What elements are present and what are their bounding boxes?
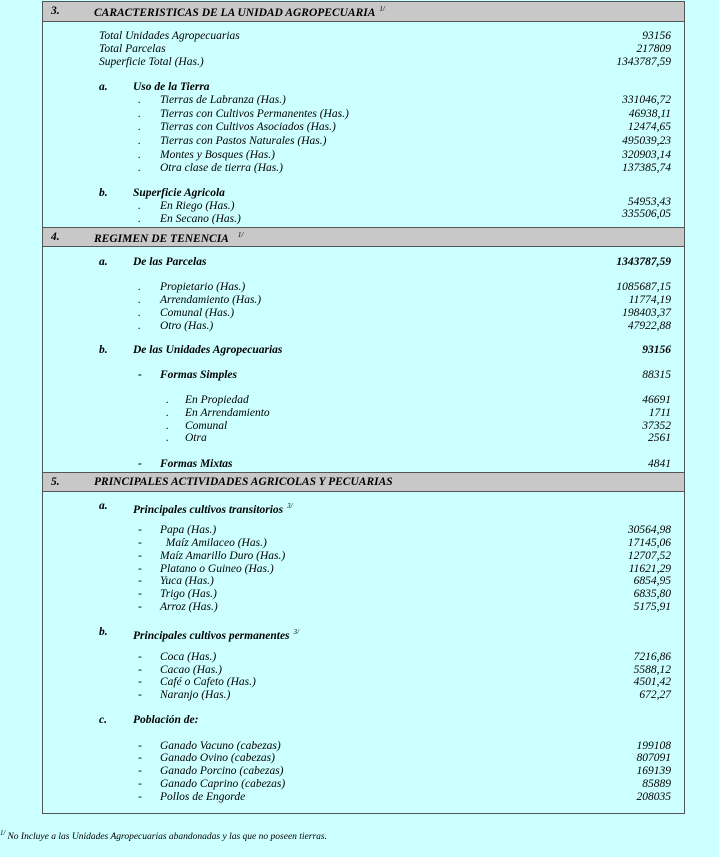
row-value: 11774,19 bbox=[628, 294, 671, 306]
list-item bbox=[43, 280, 684, 294]
subsection-header bbox=[43, 625, 684, 642]
bullet: . bbox=[138, 135, 141, 147]
row-value: 6835,80 bbox=[633, 588, 671, 600]
row-label: Tierras de Labranza (Has.) bbox=[160, 94, 286, 106]
row-label: Otro (Has.) bbox=[160, 320, 214, 332]
bullet: . bbox=[138, 149, 141, 161]
footnote-ref: 3/ bbox=[293, 628, 299, 636]
row-label: En Arrendamiento bbox=[185, 407, 270, 419]
bullet: - bbox=[138, 601, 142, 613]
row-label: Arrendamiento (Has.) bbox=[160, 294, 262, 306]
list-item bbox=[43, 93, 684, 107]
row-label: Café o Cafeto (Has.) bbox=[160, 676, 256, 688]
subsection-header bbox=[43, 186, 684, 200]
row-label: En Propiedad bbox=[185, 394, 249, 406]
row-value: 1085687,15 bbox=[616, 281, 671, 293]
list-item bbox=[43, 650, 684, 664]
subsection-header bbox=[43, 80, 684, 94]
bullet: . bbox=[138, 307, 141, 319]
row-value: 198403,37 bbox=[622, 307, 671, 319]
stats-table bbox=[42, 1, 685, 814]
row-value: 137385,74 bbox=[622, 162, 671, 174]
dash: - bbox=[138, 458, 142, 470]
list-item bbox=[43, 161, 684, 175]
bullet: . bbox=[166, 394, 169, 406]
row-value: 495039,23 bbox=[622, 135, 671, 147]
row-label: Ganado Porcino (cabezas) bbox=[160, 765, 284, 777]
subsection-letter: a. bbox=[99, 500, 108, 512]
row-label: Superficie Total (Has.) bbox=[99, 56, 204, 68]
row-value: 47922,88 bbox=[627, 320, 671, 332]
row-value: 169139 bbox=[636, 765, 671, 777]
row-label: Montes y Bosques (Has.) bbox=[160, 149, 275, 161]
total-row bbox=[43, 55, 684, 69]
section-title: PRINCIPALES ACTIVIDADES AGRICOLAS Y PECUARIAS bbox=[94, 476, 393, 488]
subsection-header bbox=[43, 255, 684, 269]
section-number: 5. bbox=[51, 476, 60, 488]
row-value: 2561 bbox=[648, 432, 671, 444]
subsection-title: Población de: bbox=[133, 714, 199, 726]
bullet: . bbox=[138, 294, 141, 306]
dash: - bbox=[138, 369, 142, 381]
group-title: Formas Simples bbox=[160, 369, 238, 381]
footnote-text: No Incluye a las Unidades Agropecuarias abandonadas y las que no poseen tierras. bbox=[7, 832, 327, 843]
row-label: Comunal (Has.) bbox=[160, 307, 235, 319]
group-header bbox=[43, 457, 684, 471]
bullet: . bbox=[138, 281, 141, 293]
row-label: Tierras con Cultivos Asociados (Has.) bbox=[160, 121, 336, 133]
row-value: 7216,86 bbox=[633, 651, 671, 663]
list-item bbox=[43, 688, 684, 702]
bullet: - bbox=[138, 575, 142, 587]
list-item bbox=[43, 208, 684, 226]
row-label: Propietario (Has.) bbox=[160, 281, 246, 293]
list-item bbox=[43, 751, 684, 765]
row-label: Arroz (Has.) bbox=[160, 601, 218, 613]
row-label: Ganado Ovino (cabezas) bbox=[160, 752, 275, 764]
subsection-header bbox=[43, 343, 684, 357]
bullet: - bbox=[138, 740, 142, 752]
group-value: 4841 bbox=[648, 458, 671, 470]
row-label: Tierras con Pastos Naturales (Has.) bbox=[160, 135, 327, 147]
total-row bbox=[43, 42, 684, 56]
row-value: 335506,05 bbox=[622, 208, 671, 220]
row-label: Maíz Amilaceo (Has.) bbox=[160, 537, 267, 549]
section-title: REGIMEN DE TENENCIA $^{1/}$ bbox=[94, 231, 244, 245]
row-label: Total Unidades Agropecuarias bbox=[99, 30, 240, 42]
footnote-ref: 3/ bbox=[287, 502, 293, 510]
row-value: 85889 bbox=[642, 778, 671, 790]
list-item bbox=[43, 393, 684, 407]
row-label: En Secano (Has.) bbox=[160, 213, 241, 225]
subsection-title: Principales cultivos permanentes $^{3/}$ bbox=[133, 628, 299, 642]
subsection-title: Principales cultivos transitorios $^{3/}$ bbox=[133, 502, 293, 516]
bullet: - bbox=[138, 664, 142, 676]
footnote-ref: 1/ bbox=[237, 231, 244, 239]
row-label: Trigo (Has.) bbox=[160, 588, 217, 600]
subsection-letter: b. bbox=[99, 344, 108, 356]
row-value: 1343787,59 bbox=[616, 56, 671, 68]
row-label: Papa (Has.) bbox=[160, 524, 217, 536]
row-value: 6854,95 bbox=[633, 575, 671, 587]
row-value: 331046,72 bbox=[622, 94, 671, 106]
list-item bbox=[43, 587, 684, 601]
section-4-header bbox=[43, 227, 684, 247]
row-label: Yuca (Has.) bbox=[160, 575, 214, 587]
subsection-letter: b. bbox=[99, 626, 108, 638]
row-label: Platano o Guineo (Has.) bbox=[160, 563, 274, 575]
bullet: . bbox=[138, 320, 141, 332]
subsection-letter: a. bbox=[99, 256, 108, 268]
bullet: . bbox=[138, 121, 141, 133]
list-item bbox=[43, 574, 684, 588]
section-3-header bbox=[43, 2, 684, 22]
bullet: . bbox=[138, 94, 141, 106]
row-value: 12707,52 bbox=[627, 550, 671, 562]
list-item bbox=[43, 431, 684, 445]
bullet: - bbox=[138, 588, 142, 600]
subsection-value: 1343787,59 bbox=[616, 256, 671, 268]
list-item bbox=[43, 549, 684, 563]
row-value: 54953,43 bbox=[627, 196, 671, 208]
bullet: . bbox=[166, 432, 169, 444]
row-label: Otra bbox=[185, 432, 207, 444]
row-label: Ganado Caprino (cabezas) bbox=[160, 778, 286, 790]
total-row bbox=[43, 29, 684, 43]
group-value: 88315 bbox=[642, 369, 671, 381]
list-item bbox=[43, 107, 684, 121]
list-item bbox=[43, 523, 684, 537]
list-item bbox=[43, 196, 684, 213]
section-5-header bbox=[43, 472, 684, 492]
row-label: Maíz Amarillo Duro (Has.) bbox=[160, 550, 286, 562]
subsection-title: Uso de la Tierra bbox=[133, 81, 210, 93]
subsection-letter: b. bbox=[99, 187, 108, 199]
bullet: - bbox=[138, 524, 142, 536]
footnote-marker: 1/ bbox=[0, 829, 6, 837]
bullet: . bbox=[138, 108, 141, 120]
bullet: - bbox=[138, 778, 142, 790]
row-label: Comunal bbox=[185, 420, 228, 432]
subsection-title: Superficie Agricola bbox=[133, 187, 225, 199]
bullet: - bbox=[138, 563, 142, 575]
row-value: 672,27 bbox=[639, 689, 671, 701]
row-value: 17145,06 bbox=[627, 537, 671, 549]
row-label: Coca (Has.) bbox=[160, 651, 217, 663]
row-value: 12474,65 bbox=[627, 121, 671, 133]
subsection-title: De las Parcelas bbox=[133, 256, 207, 268]
bullet: - bbox=[138, 550, 142, 562]
bullet: - bbox=[138, 676, 142, 688]
subsection-letter: c. bbox=[99, 714, 107, 726]
subsection-header bbox=[43, 499, 684, 516]
list-item bbox=[43, 675, 684, 689]
row-label: Total Parcelas bbox=[99, 43, 166, 55]
group-header bbox=[43, 368, 684, 382]
row-value: 217809 bbox=[636, 43, 671, 55]
row-value: 46691 bbox=[642, 394, 671, 406]
row-label: Tierras con Cultivos Permanentes (Has.) bbox=[160, 108, 349, 120]
row-value: 93156 bbox=[642, 30, 671, 42]
row-value: 208035 bbox=[636, 791, 671, 803]
bullet: - bbox=[138, 651, 142, 663]
list-item bbox=[43, 764, 684, 778]
row-label: Naranjo (Has.) bbox=[160, 689, 231, 701]
row-value: 37352 bbox=[642, 420, 671, 432]
list-item bbox=[43, 120, 684, 134]
subsection-letter: a. bbox=[99, 81, 108, 93]
bullet: - bbox=[138, 791, 142, 803]
row-value: 320903,14 bbox=[622, 149, 671, 161]
row-value: 11621,29 bbox=[628, 563, 671, 575]
row-label: Ganado Vacuno (cabezas) bbox=[160, 740, 281, 752]
row-label: En Riego (Has.) bbox=[160, 200, 235, 212]
list-item bbox=[43, 790, 684, 804]
row-label: Otra clase de tierra (Has.) bbox=[160, 162, 283, 174]
list-item bbox=[43, 406, 684, 420]
list-item bbox=[43, 600, 684, 614]
group-title: Formas Mixtas bbox=[160, 458, 233, 470]
bullet: - bbox=[138, 765, 142, 777]
list-item bbox=[43, 777, 684, 791]
row-value: 807091 bbox=[636, 752, 671, 764]
footnote-ref: 1/ bbox=[379, 5, 385, 13]
bullet: - bbox=[138, 689, 142, 701]
section-title: CARACTERISTICAS DE LA UNIDAD AGROPECUARIA $^{1/}$ bbox=[94, 5, 385, 19]
subsection-title: De las Unidades Agropecuarias bbox=[133, 344, 283, 356]
list-item bbox=[43, 134, 684, 148]
list-item bbox=[43, 148, 684, 162]
bullet: . bbox=[138, 200, 141, 212]
row-value: 5588,12 bbox=[633, 664, 671, 676]
bullet: . bbox=[138, 162, 141, 174]
list-item bbox=[43, 293, 684, 307]
list-item bbox=[43, 319, 684, 333]
subsection-header bbox=[43, 713, 684, 727]
bullet: . bbox=[166, 407, 169, 419]
bullet: . bbox=[166, 420, 169, 432]
subsection-value: 93156 bbox=[642, 344, 671, 356]
row-value: 1711 bbox=[648, 407, 671, 419]
row-value: 5175,91 bbox=[633, 601, 671, 613]
bullet: - bbox=[138, 752, 142, 764]
row-label: Pollos de Engorde bbox=[160, 791, 246, 803]
row-value: 46938,11 bbox=[628, 108, 671, 120]
row-value: 199108 bbox=[636, 740, 671, 752]
row-label: Cacao (Has.) bbox=[160, 664, 222, 676]
bullet: . bbox=[138, 213, 141, 225]
row-value: 4501,42 bbox=[633, 676, 671, 688]
bullet: - bbox=[138, 537, 142, 549]
list-item bbox=[43, 306, 684, 320]
list-item bbox=[43, 536, 684, 550]
row-value: 30564,98 bbox=[627, 524, 671, 536]
footnote bbox=[0, 829, 327, 842]
section-number: 3. bbox=[51, 5, 60, 17]
section-number: 4. bbox=[51, 231, 60, 243]
